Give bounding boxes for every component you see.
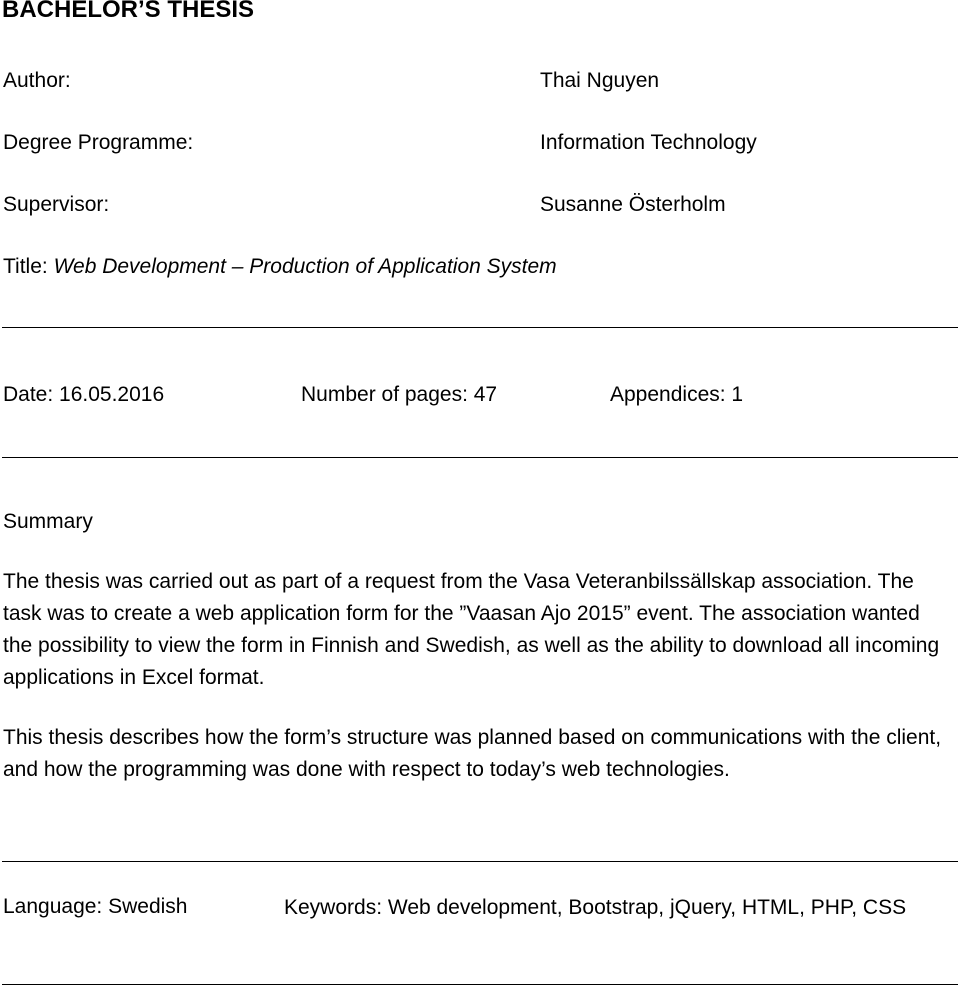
appendices: Appendices: 1 xyxy=(610,383,744,406)
supervisor-value: Susanne Österholm xyxy=(540,193,726,216)
divider xyxy=(2,457,958,458)
divider xyxy=(2,984,958,985)
thesis-title xyxy=(3,255,557,279)
summary-paragraph: This thesis describes how the form’s structure was planned based on communications with the client, and how the programming was done with respect to today’s web technologies. xyxy=(3,726,942,781)
author-value: Thai Nguyen xyxy=(540,69,660,92)
degree-programme-value: Information Technology xyxy=(540,131,757,154)
summary-paragraph: The thesis was carried out as part of a request from the Vasa Veteranbilssällskap association. The task was to create a web application form for the ”Vaasan Ajo 2015” event. The association wanted the possibility to view the form in Finnish and Swedish, as well as the ability to download all incoming applications in Excel format. xyxy=(3,570,940,689)
thesis-heading: BACHELOR’S THESIS xyxy=(2,0,255,23)
divider xyxy=(2,861,958,862)
date: Date: 16.05.2016 xyxy=(3,383,165,406)
language: Language: Swedish xyxy=(3,895,188,918)
keywords: Keywords: Web development, Bootstrap, jQuery, HTML, PHP, CSS xyxy=(284,896,907,919)
summary-heading: Summary xyxy=(3,510,93,533)
divider xyxy=(2,327,958,328)
author-label: Author: xyxy=(3,69,71,92)
supervisor-label: Supervisor: xyxy=(3,193,110,216)
title-label: Title: xyxy=(3,255,48,278)
title-value: Web Development – Production of Application System xyxy=(53,255,557,278)
degree-programme-label: Degree Programme: xyxy=(3,131,194,154)
number-of-pages: Number of pages: 47 xyxy=(301,383,498,406)
